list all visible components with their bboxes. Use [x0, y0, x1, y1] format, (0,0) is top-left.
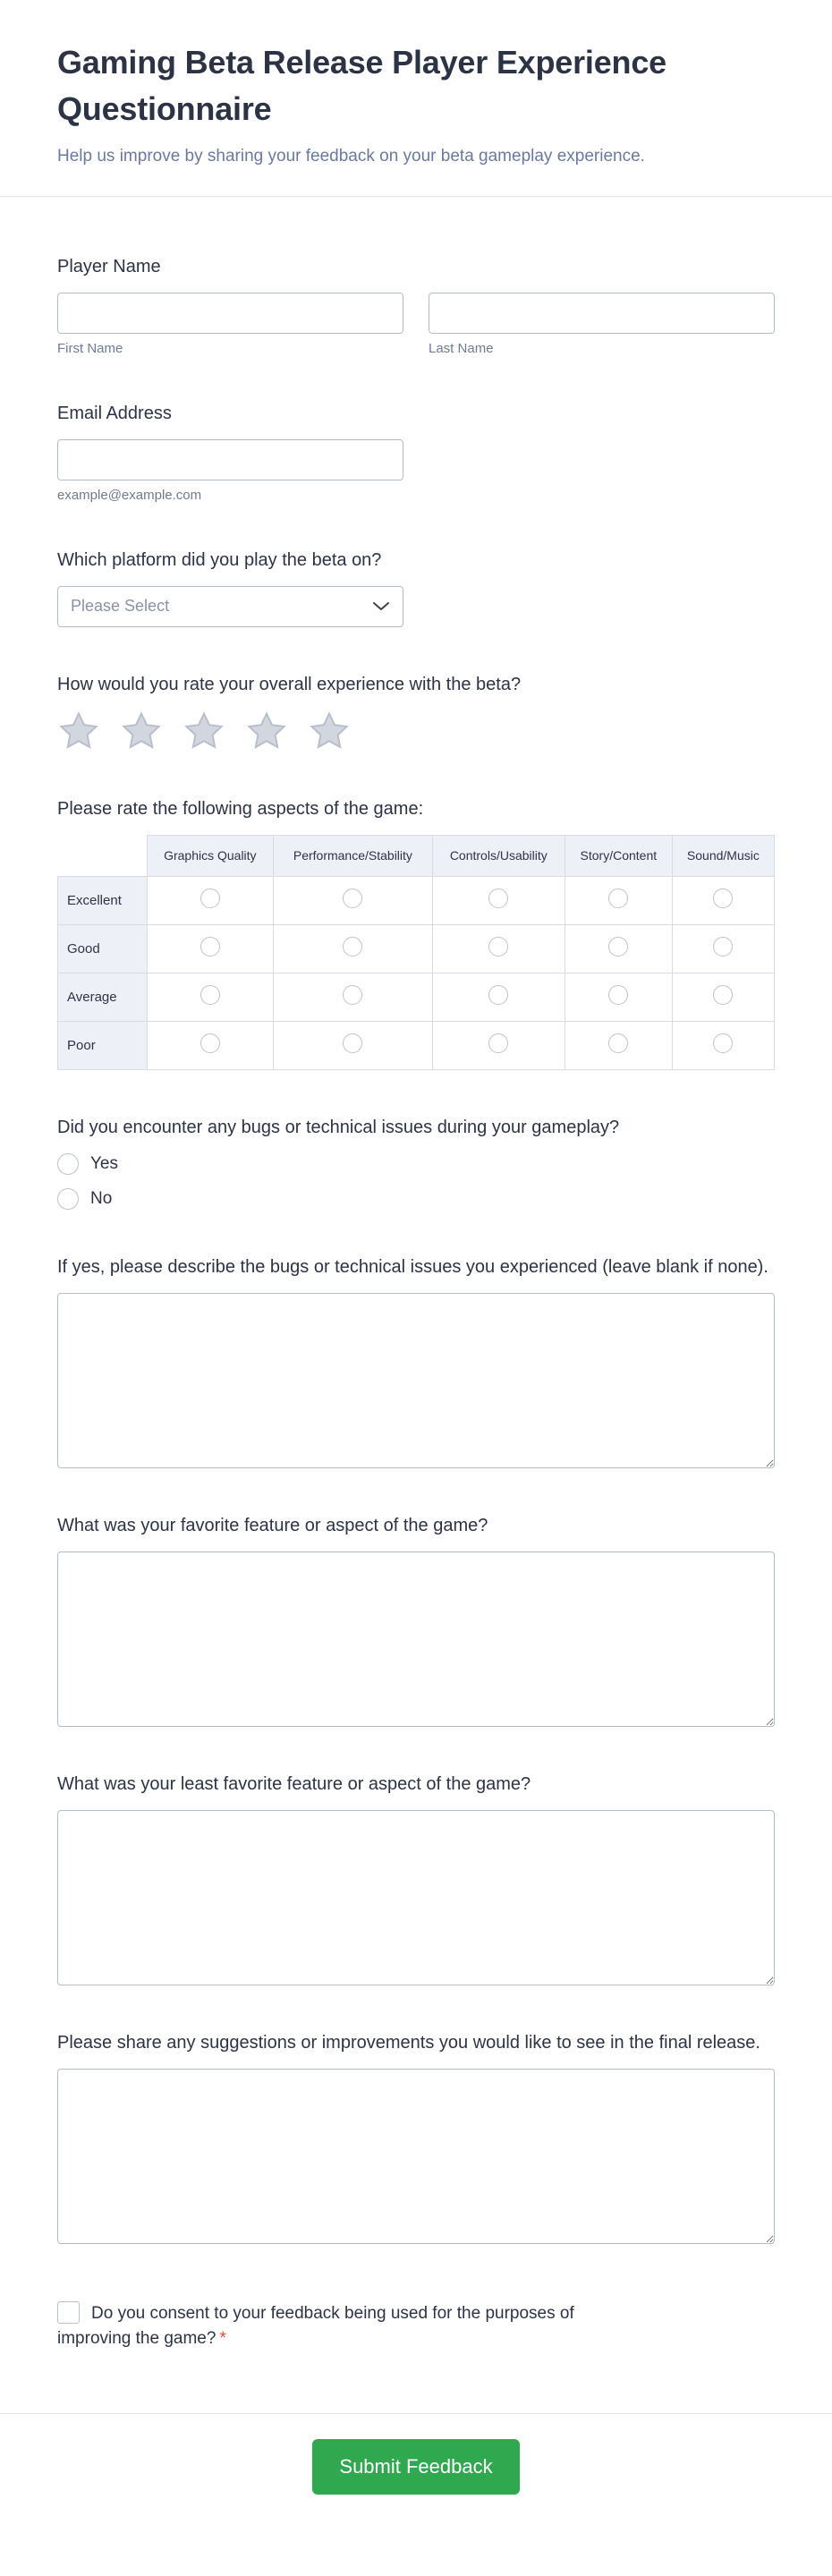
question-favorite [57, 1513, 775, 1727]
form-header [0, 0, 832, 196]
bug-description-label: If yes, please describe the bugs or technical issues you experienced (leave blank if none). [57, 1256, 768, 1277]
radio-icon[interactable] [488, 1033, 508, 1053]
radio-icon[interactable] [200, 1033, 220, 1053]
platform-select[interactable] [57, 586, 403, 627]
matrix-cell [672, 924, 774, 973]
matrix-cell [274, 973, 433, 1021]
question-platform [57, 548, 775, 627]
favorite-label: What was your favorite feature or aspect of the game? [57, 1515, 488, 1535]
matrix-cell [432, 924, 565, 973]
consent-text: Do you consent to your feedback being used for the purposes of improving the game? [57, 2303, 574, 2349]
matrix-cell [274, 924, 433, 973]
matrix-cell [672, 876, 774, 924]
email-input[interactable] [57, 439, 403, 480]
submit-bar [0, 2414, 832, 2543]
player-name-label: Player Name [57, 256, 161, 276]
radio-icon[interactable] [713, 985, 733, 1005]
first-name-sublabel: First Name [57, 340, 123, 356]
star-icon[interactable] [245, 710, 288, 752]
matrix-corner [58, 835, 148, 876]
suggestions-textarea[interactable] [57, 2069, 775, 2244]
bug-description-textarea[interactable] [57, 1293, 775, 1468]
consent-row[interactable] [57, 2301, 648, 2352]
email-label: Email Address [57, 403, 172, 423]
matrix-cell [147, 1021, 274, 1069]
first-name-input[interactable] [57, 293, 403, 334]
choice-label: Yes [90, 1153, 118, 1173]
matrix-col-header: Graphics Quality [147, 835, 274, 876]
radio-icon[interactable] [608, 937, 628, 956]
matrix-cell [565, 876, 672, 924]
matrix-cell [147, 876, 274, 924]
matrix-row-label: Excellent [58, 876, 148, 924]
platform-label: Which platform did you play the beta on? [57, 549, 382, 570]
matrix-cell [432, 973, 565, 1021]
radio-icon[interactable] [343, 1033, 362, 1053]
matrix-col-header: Controls/Usability [432, 835, 565, 876]
last-name-input[interactable] [429, 293, 775, 334]
name-row [57, 293, 775, 356]
radio-icon[interactable] [713, 888, 733, 908]
matrix-cell [565, 924, 672, 973]
radio-icon [57, 1153, 79, 1175]
question-least-favorite [57, 1772, 775, 1985]
star-icon[interactable] [183, 710, 225, 752]
star-icon[interactable] [308, 710, 351, 752]
matrix-row [58, 1021, 775, 1069]
last-name-col [429, 293, 775, 356]
matrix-cell [147, 973, 274, 1021]
question-bugs [57, 1115, 775, 1210]
required-asterisk: * [219, 2329, 226, 2349]
matrix-row [58, 876, 775, 924]
email-sublabel: example@example.com [57, 487, 202, 503]
matrix-col-header: Story/Content [565, 835, 672, 876]
radio-icon[interactable] [608, 985, 628, 1005]
radio-icon[interactable] [608, 1033, 628, 1053]
aspects-label: Please rate the following aspects of the game: [57, 798, 424, 819]
radio-icon[interactable] [488, 937, 508, 956]
matrix-row [58, 973, 775, 1021]
matrix-row [58, 924, 775, 973]
submit-button[interactable]: Submit Feedback [312, 2439, 519, 2495]
radio-icon[interactable] [713, 937, 733, 956]
radio-icon[interactable] [200, 888, 220, 908]
question-player-name [57, 254, 775, 356]
matrix-col-header: Performance/Stability [274, 835, 433, 876]
suggestions-label: Please share any suggestions or improvements you would like to see in the final release. [57, 2032, 760, 2053]
least-favorite-label: What was your least favorite feature or aspect of the game? [57, 1773, 531, 1794]
star-rating [57, 710, 775, 752]
matrix-row-label: Good [58, 924, 148, 973]
form-subtitle: Help us improve by sharing your feedback on your beta gameplay experience. [57, 147, 645, 166]
matrix-row-label: Poor [58, 1021, 148, 1069]
least-favorite-textarea[interactable] [57, 1810, 775, 1985]
radio-icon[interactable] [343, 888, 362, 908]
chevron-down-icon [372, 601, 390, 611]
question-bug-description [57, 1254, 775, 1468]
matrix-col-header: Sound/Music [672, 835, 774, 876]
radio-icon[interactable] [200, 985, 220, 1005]
matrix-cell [565, 973, 672, 1021]
matrix-cell [432, 876, 565, 924]
radio-icon[interactable] [200, 937, 220, 956]
star-icon[interactable] [120, 710, 163, 752]
question-consent [57, 2301, 775, 2352]
checkbox-icon[interactable] [57, 2301, 80, 2324]
question-overall-rating [57, 672, 775, 752]
form-title: Gaming Beta Release Player Experience Questionnaire [57, 44, 666, 128]
matrix-cell [565, 1021, 672, 1069]
form-body [0, 197, 832, 2413]
radio-icon[interactable] [713, 1033, 733, 1053]
question-suggestions [57, 2030, 775, 2244]
matrix-cell [274, 876, 433, 924]
matrix-cell [672, 973, 774, 1021]
radio-icon[interactable] [488, 888, 508, 908]
bugs-option-yes[interactable] [57, 1153, 775, 1175]
matrix-header-row [58, 835, 775, 876]
favorite-textarea[interactable] [57, 1552, 775, 1727]
aspects-matrix [57, 835, 775, 1070]
overall-rating-label: How would you rate your overall experience with the beta? [57, 674, 522, 694]
last-name-sublabel: Last Name [429, 340, 494, 356]
question-email [57, 401, 775, 503]
matrix-row-label: Average [58, 973, 148, 1021]
star-icon[interactable] [57, 710, 100, 752]
matrix-cell [672, 1021, 774, 1069]
radio-icon[interactable] [343, 937, 362, 956]
bugs-option-no[interactable] [57, 1188, 775, 1210]
radio-icon [57, 1188, 79, 1210]
radio-icon[interactable] [608, 888, 628, 908]
bugs-label: Did you encounter any bugs or technical issues during your gameplay? [57, 1117, 620, 1137]
bugs-choices [57, 1153, 775, 1210]
radio-icon[interactable] [488, 985, 508, 1005]
radio-icon[interactable] [343, 985, 362, 1005]
select-value: Please Select [71, 597, 170, 616]
matrix-cell [432, 1021, 565, 1069]
first-name-col [57, 293, 403, 356]
choice-label: No [90, 1188, 113, 1208]
matrix-cell [274, 1021, 433, 1069]
question-aspects-matrix [57, 796, 775, 1070]
matrix-cell [147, 924, 274, 973]
